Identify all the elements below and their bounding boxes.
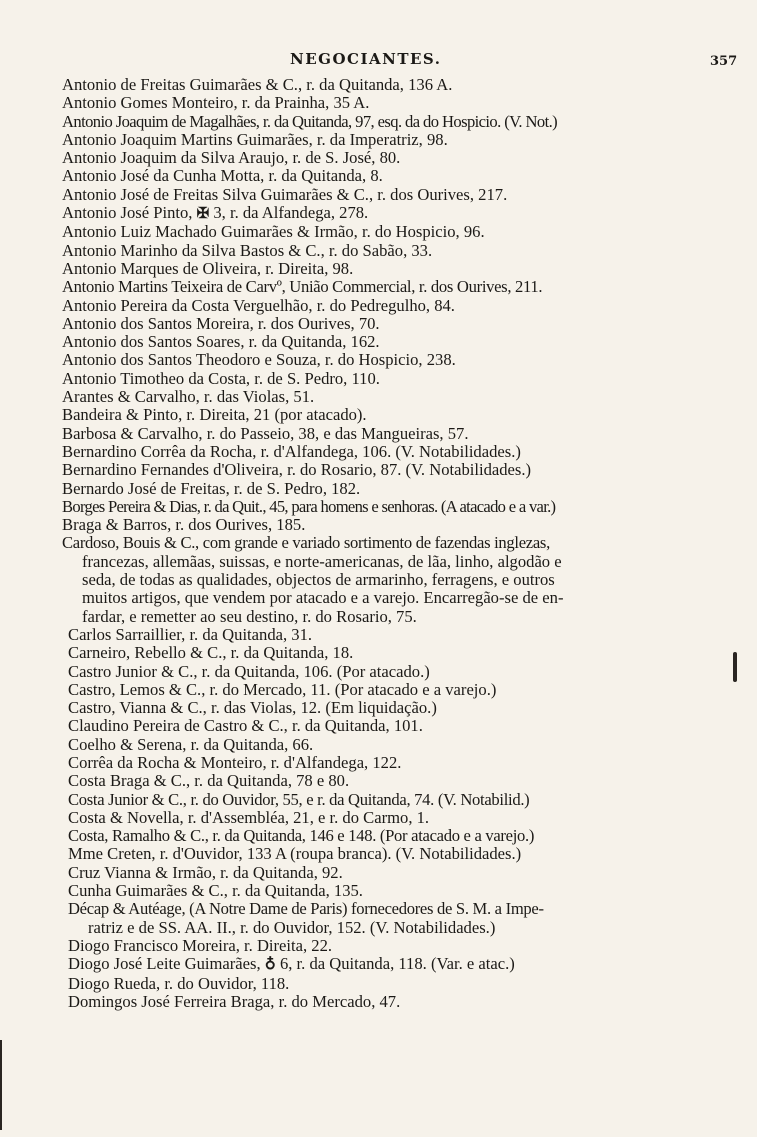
- entry-address: 3, r. da Alfandega, 278.: [213, 204, 369, 223]
- list-item: Arantes & Carvalho, r. das Violas, 51.: [62, 388, 315, 407]
- list-item: Bernardo José de Freitas, r. de S. Pedro, 182.: [62, 479, 361, 498]
- list-item: Borges Pereira & Dias, r. da Quit., 45, para homens e senhoras. (A atacado e a var.): [62, 497, 556, 516]
- entry-continuation: francezas, allemãas, suissas, e norte-americanas, de lãa, linho, algodão e: [82, 551, 562, 571]
- list-item: Antonio Joaquim de Magalhães, r. da Quitanda, 97, esq. da do Hospicio. (V. Not.): [62, 112, 558, 131]
- list-item-decap: [68, 900, 708, 937]
- list-item: Antonio Luiz Machado Guimarães & Irmão, r. do Hospicio, 96.: [62, 223, 485, 242]
- ink-blot-mark: [733, 652, 737, 682]
- list-item: Antonio José da Cunha Motta, r. da Quitanda, 8.: [62, 167, 383, 186]
- list-item: Castro, Vianna & C., r. das Violas, 12. (Em liquidação.): [68, 699, 437, 718]
- list-item: Diogo Francisco Moreira, r. Direita, 22.: [68, 936, 333, 955]
- cross-icon: ✠: [196, 206, 210, 223]
- list-item: Antonio Joaquim da Silva Araujo, r. de S. José, 80.: [62, 149, 401, 168]
- entry-continuation: fardar, e remetter ao seu destino, r. do Rosario, 75.: [82, 606, 417, 626]
- list-item: Claudino Pereira de Castro & C., r. da Quitanda, 101.: [68, 717, 423, 736]
- list-item: Antonio Joaquim Martins Guimarães, r. da Imperatriz, 98.: [62, 130, 448, 149]
- list-item: Antonio Gomes Monteiro, r. da Prainha, 35 A.: [62, 94, 370, 113]
- list-item: Antonio Pereira da Costa Verguelhão, r. do Pedregulho, 84.: [62, 296, 455, 315]
- list-item: Antonio dos Santos Soares, r. da Quitanda, 162.: [62, 333, 380, 352]
- list-item: Antonio Marques de Oliveira, r. Direita, 98.: [62, 259, 354, 278]
- list-item: Costa, Ramalho & C., r. da Quitanda, 146 e 148. (Por atacado e a varejo.): [68, 827, 535, 846]
- entry-continuation: seda, de todas as qualidades, objectos de armarinho, ferragens, e outros: [82, 570, 555, 590]
- list-item: Barbosa & Carvalho, r. do Passeio, 38, e das Mangueiras, 57.: [62, 424, 469, 443]
- list-item: Antonio dos Santos Moreira, r. dos Ourives, 70.: [62, 314, 380, 333]
- list-item: Bernardino Fernandes d'Oliveira, r. do Rosario, 87. (V. Notabilidades.): [62, 461, 532, 480]
- list-item: Costa & Novella, r. d'Assembléa, 21, e r. do Carmo, 1.: [68, 808, 430, 827]
- list-item: Antonio Marinho da Silva Bastos & C., r. do Sabão, 33.: [62, 241, 433, 260]
- list-item: Costa Junior & C., r. do Ouvidor, 55, e r. da Quitanda, 74. (V. Notabilid.): [68, 790, 530, 809]
- list-item: [68, 955, 708, 974]
- entry-name: Antonio José Pinto,: [62, 204, 193, 223]
- list-item: [62, 204, 702, 223]
- list-item: Corrêa da Rocha & Monteiro, r. d'Alfandega, 122.: [68, 753, 402, 772]
- entry-continuation: muitos artigos, que vendem por atacado e a varejo. Encarregão-se de en-: [82, 588, 564, 608]
- list-item: Antonio Timotheo da Costa, r. de S. Pedro, 110.: [62, 369, 380, 388]
- merchant-list: [0, 76, 757, 1011]
- list-item: Antonio José de Freitas Silva Guimarães & C., r. dos Ourives, 217.: [62, 185, 508, 204]
- list-item: Coelho & Serena, r. da Quitanda, 66.: [68, 735, 314, 754]
- entry-address: 6, r. da Quitanda, 118. (Var. e atac.): [279, 955, 515, 974]
- list-item: Domingos José Ferreira Braga, r. do Mercado, 47.: [68, 992, 401, 1011]
- list-item: Antonio Martins Teixeira de Carvº, União Commercial, r. dos Ourives, 211.: [62, 278, 543, 297]
- list-item: Costa Braga & C., r. da Quitanda, 78 e 80.: [68, 772, 350, 791]
- list-item: Bernardino Corrêa da Rocha, r. d'Alfandega, 106. (V. Notabilidades.): [62, 442, 521, 461]
- list-item: Antonio dos Santos Theodoro e Souza, r. do Hospicio, 238.: [62, 351, 456, 370]
- list-item: Antonio de Freitas Guimarães & C., r. da Quitanda, 136 A.: [62, 76, 453, 94]
- page-number: 357: [710, 54, 738, 69]
- page-header: [0, 50, 757, 74]
- list-item: Bandeira & Pinto, r. Direita, 21 (por atacado).: [62, 406, 367, 425]
- seal-icon: ♁: [264, 957, 276, 974]
- entry-first-line: Cardoso, Bouis & C., com grande e variado sortimento de fazendas inglezas,: [62, 533, 550, 553]
- list-item: Castro Junior & C., r. da Quitanda, 106. (Por atacado.): [68, 662, 430, 681]
- list-item: Braga & Barros, r. dos Ourives, 185.: [62, 516, 306, 535]
- binding-edge-mark: [0, 1040, 2, 1130]
- list-item: Carneiro, Rebello & C., r. da Quitanda, 18.: [68, 644, 354, 663]
- list-item: Carlos Sarraillier, r. da Quitanda, 31.: [68, 625, 313, 644]
- list-item-cardoso: [62, 534, 702, 625]
- list-item: Cunha Guimarães & C., r. da Quitanda, 135.: [68, 882, 363, 901]
- list-item: Mme Creten, r. d'Ouvidor, 133 A (roupa branca). (V. Notabilidades.): [68, 845, 522, 864]
- list-item: Cruz Vianna & Irmão, r. da Quitanda, 92.: [68, 863, 343, 882]
- page-title: NEGOCIANTES.: [290, 50, 442, 68]
- list-item: Diogo Rueda, r. do Ouvidor, 118.: [68, 974, 290, 993]
- entry-name: Diogo José Leite Guimarães,: [68, 955, 261, 974]
- entry-first-line: Décap & Autéage, (A Notre Dame de Paris) fornecedores de S. M. a Impe-: [68, 899, 544, 919]
- entry-continuation: ratriz e de SS. AA. II., r. do Ouvidor, 152. (V. Notabilidades.): [88, 917, 496, 937]
- list-item: Castro, Lemos & C., r. do Mercado, 11. (Por atacado e a varejo.): [68, 680, 497, 699]
